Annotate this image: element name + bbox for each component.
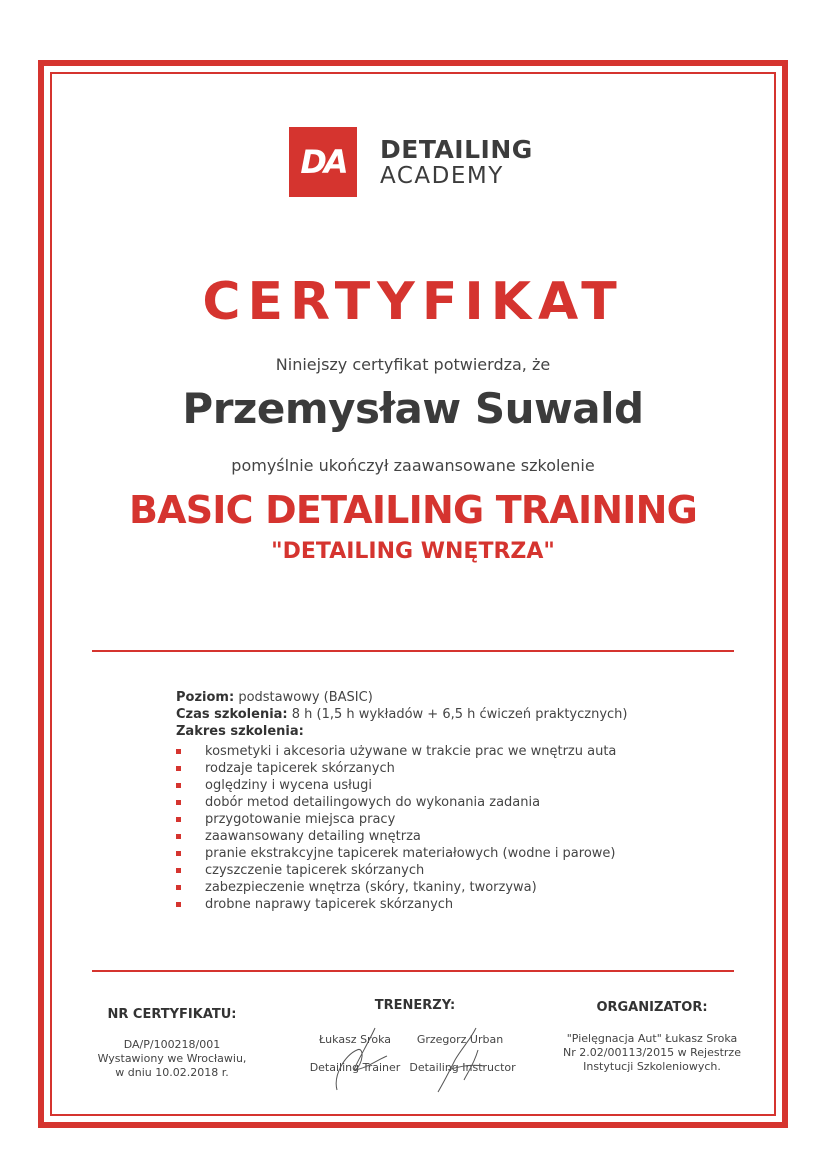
list-item: [176, 828, 627, 845]
logo-mark: DA: [289, 127, 357, 197]
organizer-name: "Pielęgnacja Aut" Łukasz Sroka: [566, 1032, 738, 1045]
confirm-text: Niniejszy certyfikat potwierdza, że: [275, 355, 551, 374]
bullet-square-icon: [176, 885, 181, 890]
certificate-number-block: [82, 1038, 262, 1080]
trainer-2-role: Detailing Instructor: [409, 1061, 516, 1074]
list-item: [176, 794, 627, 811]
level-label: Poziom:: [176, 690, 235, 705]
trainer-1-role: Detailing Trainer: [309, 1061, 401, 1074]
scope-item-text: czyszczenie tapicerek skórzanych: [205, 863, 425, 878]
duration-row: [176, 706, 627, 723]
scope-label: Zakres szkolenia:: [176, 724, 304, 739]
bullet-square-icon: [176, 749, 181, 754]
organizer-block: [552, 1032, 752, 1074]
duration-value: 8 h (1,5 h wykładów + 6,5 h ćwiczeń praktycznych): [291, 707, 628, 722]
scope-item-text: dobór metod detailingowych do wykonania zadania: [205, 795, 541, 810]
scope-list: [176, 743, 627, 913]
bullet-square-icon: [176, 766, 181, 771]
bullet-square-icon: [176, 783, 181, 788]
completed-text: pomyślnie ukończył zaawansowane szkolenie: [231, 456, 595, 475]
bullet-square-icon: [176, 902, 181, 907]
logo-text-detailing: DETAILING: [380, 135, 533, 164]
certificate-title: CERTYFIKAT: [202, 272, 624, 332]
divider-bottom: [92, 970, 734, 972]
training-details: [176, 689, 627, 913]
trainer-2-signature: [420, 1020, 510, 1100]
detailing-academy-logo: [289, 127, 539, 197]
trainer-1-signature: [315, 1020, 405, 1100]
scope-item-text: pranie ekstrakcyjne tapicerek materiałowych (wodne i parowe): [205, 846, 616, 861]
trainers-heading: TRENERZY:: [374, 998, 456, 1013]
list-item: [176, 845, 627, 862]
bullet-square-icon: [176, 851, 181, 856]
course-title: BASIC DETAILING TRAINING: [128, 488, 698, 532]
scope-item-text: zaawansowany detailing wnętrza: [205, 829, 421, 844]
logo-text-academy: ACADEMY: [380, 163, 504, 189]
list-item: [176, 760, 627, 777]
scope-item-text: oględziny i wycena usługi: [205, 778, 372, 793]
bullet-square-icon: [176, 834, 181, 839]
level-row: [176, 689, 627, 706]
scope-item-text: przygotowanie miejsca pracy: [205, 812, 396, 827]
list-item: [176, 811, 627, 828]
list-item: [176, 777, 627, 794]
divider-top: [92, 650, 734, 652]
list-item: [176, 862, 627, 879]
scope-item-text: rodzaje tapicerek skórzanych: [205, 761, 395, 776]
trainer-2-name: Grzegorz Urban: [416, 1033, 504, 1046]
list-item: [176, 743, 627, 760]
list-item: [176, 896, 627, 913]
trainer-1-name: Łukasz Sroka: [319, 1033, 391, 1046]
scope-item-text: kosmetyki i akcesoria używane w trakcie prac we wnętrzu auta: [205, 744, 617, 759]
recipient-name: Przemysław Suwald: [182, 384, 644, 433]
list-item: [176, 879, 627, 896]
bullet-square-icon: [176, 817, 181, 822]
issued-date: w dniu 10.02.2018 r.: [115, 1066, 229, 1079]
organizer-heading: ORGANIZATOR:: [596, 1000, 708, 1015]
certificate-border-inner: [50, 72, 776, 1116]
certificate-number: DA/P/100218/001: [123, 1038, 221, 1051]
bullet-square-icon: [176, 868, 181, 873]
duration-label: Czas szkolenia:: [176, 707, 288, 722]
course-subtitle: "DETAILING WNĘTRZA": [271, 539, 555, 564]
scope-item-text: drobne naprawy tapicerek skórzanych: [205, 897, 454, 912]
level-value: podstawowy (BASIC): [238, 690, 373, 705]
organizer-registry: Nr 2.02/00113/2015 w Rejestrze: [563, 1046, 741, 1059]
bullet-square-icon: [176, 800, 181, 805]
issued-place: Wystawiony we Wrocławiu,: [97, 1052, 247, 1065]
scope-row: [176, 723, 627, 740]
certificate-number-heading: NR CERTYFIKATU:: [107, 1007, 237, 1022]
scope-item-text: zabezpieczenie wnętrza (skóry, tkaniny, tworzywa): [205, 880, 537, 895]
organizer-registry-2: Instytucji Szkoleniowych.: [583, 1060, 721, 1073]
